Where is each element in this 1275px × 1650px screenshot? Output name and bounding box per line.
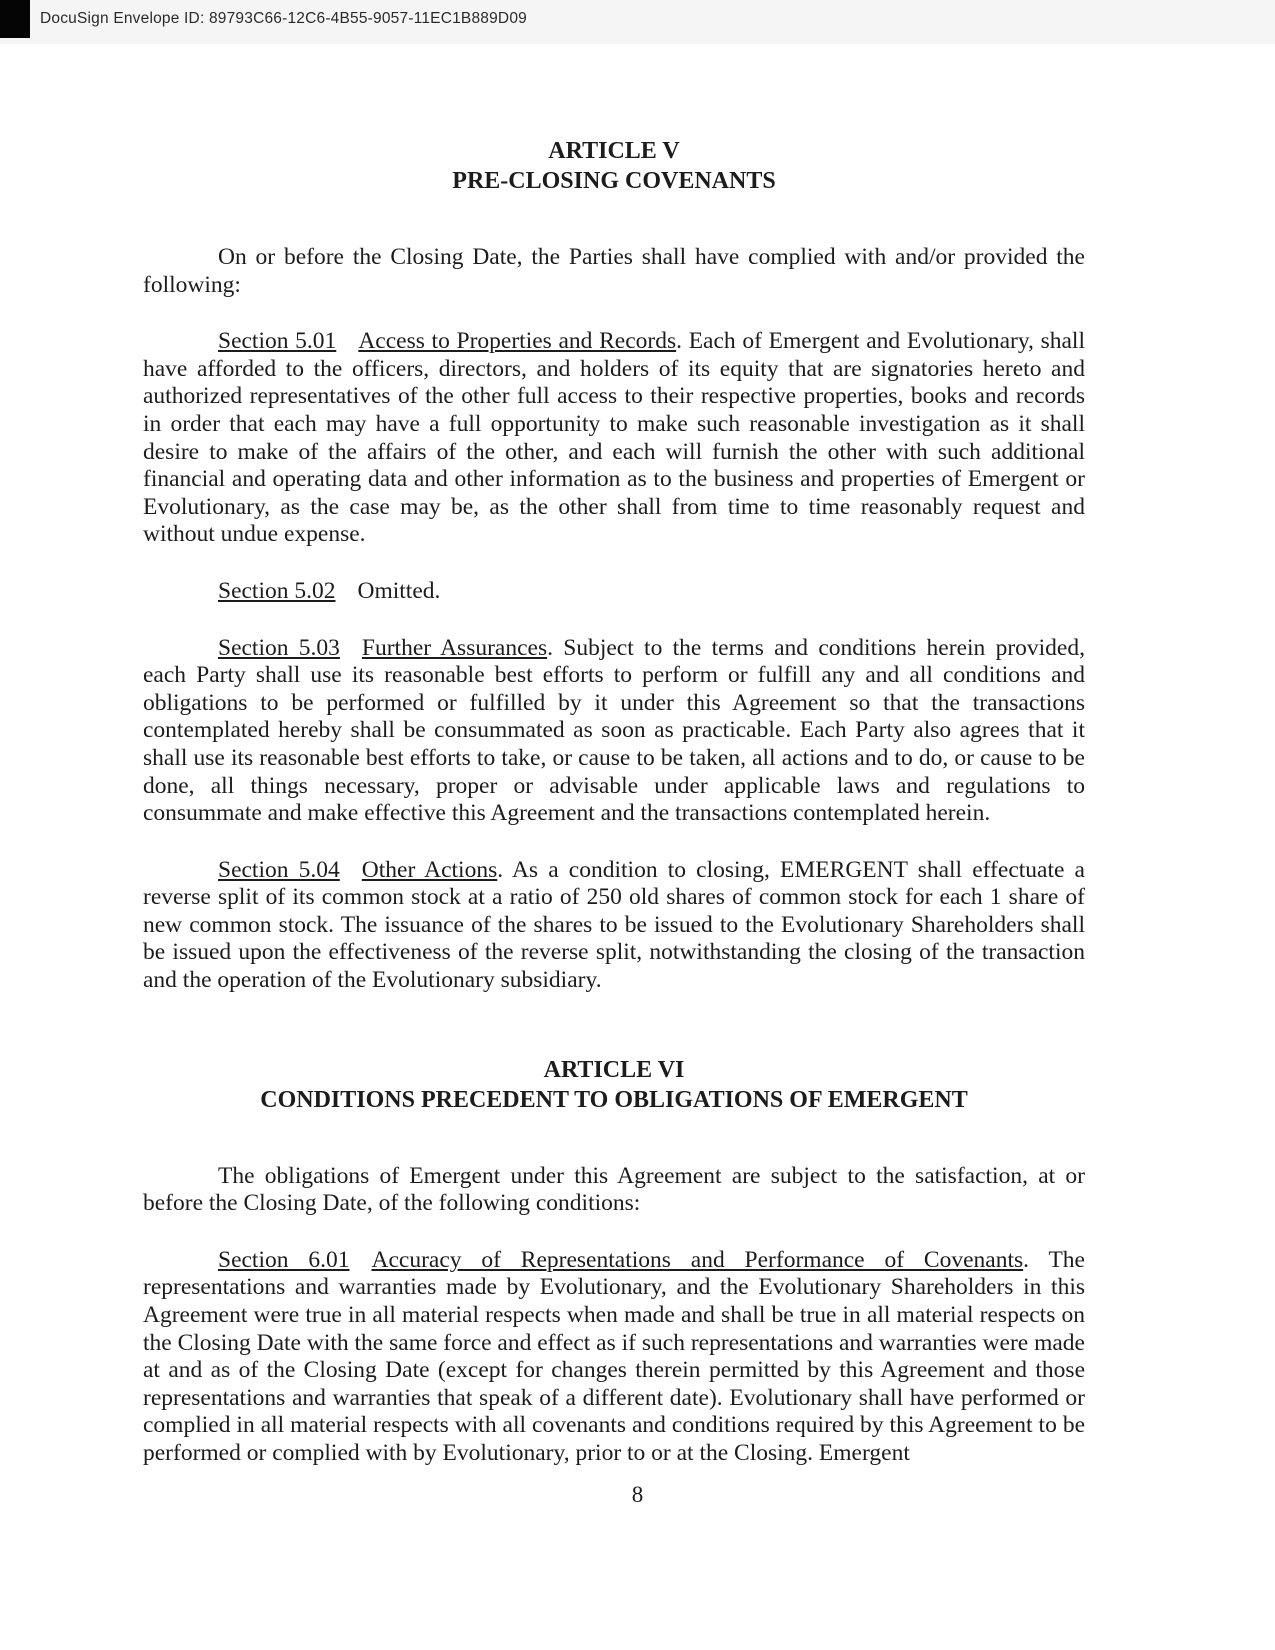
section-5-04-body: . As a condition to closing, EMERGENT shall effectuate a reverse split of its common stock at a ratio of 250 old shares of common stock for each 1 share of new common stock. The issuance of the shares to be issued to the Evolutionary Shareholders shall be issued upon the effectiveness of the reverse split, notwithstanding the closing of the transaction and the operation of the Evolutionary subsidiary.: [143, 856, 1085, 994]
section-5-03-title: Further Assurances: [361, 634, 548, 661]
article-v-heading-line1: ARTICLE V: [548, 138, 680, 164]
section-5-03-number: Section 5.03: [218, 634, 340, 661]
section-5-04-title: Other Actions: [361, 856, 498, 883]
article-vi-heading-line2: CONDITIONS PRECEDENT TO OBLIGATIONS OF EMERGENT: [260, 1086, 968, 1113]
article-vi-heading-line1: ARTICLE VI: [543, 1056, 685, 1083]
section-6-01-paragraph: [143, 1247, 1085, 1468]
scan-artifact-black-corner: [0, 0, 30, 38]
section-5-02-paragraph: [143, 578, 1085, 606]
article-vi-intro-paragraph: The obligations of Emergent under this Agreement are subject to the satisfaction, at or before the Closing Date, of the following conditions:: [143, 1162, 1085, 1217]
section-5-01-paragraph: [143, 328, 1085, 549]
docusign-envelope-id: DocuSign Envelope ID: 89793C66-12C6-4B55-9057-11EC1B889D09: [40, 10, 527, 27]
section-5-03-body: . Subject to the terms and conditions herein provided, each Party shall use its reasonable best efforts to perform or fulfill any and all conditions and obligations to be performed or fulfilled by it under this Agreement so that the transactions contemplated hereby shall be consummated as soon as practicable. Each Party also agrees that it shall use its reasonable best efforts to take, or cause to be taken, all actions and to do, or cause to be done, all things necessary, proper or advisable under applicable laws and regulations to consummate and make effective this Agreement and the transactions contemplated herein.: [143, 634, 1085, 827]
section-6-01-number: Section 6.01: [218, 1246, 350, 1273]
article-v-heading-line2: PRE-CLOSING COVENANTS: [452, 168, 776, 194]
section-5-01-number: Section 5.01: [218, 328, 337, 355]
section-5-04-number: Section 5.04: [218, 856, 340, 883]
section-5-04-paragraph: [143, 857, 1085, 995]
section-5-02-number: Section 5.02: [218, 577, 336, 604]
section-5-01-body: . Each of Emergent and Evolutionary, shall have afforded to the officers, directors, and holders of its equity that are signatories hereto and authorized representatives of the other full access to their respective properties, books and records in order that each may have a full opportunity to make such reasonable investigation as it shall desire to make of the affairs of the other, and each will furnish the other with such additional financial and operating data and other information as to the business and properties of Emergent or Evolutionary, as the case may be, as the other shall from time to time reasonably request and without undue expense.: [143, 328, 1085, 548]
section-6-01-body: . The representations and warranties made by Evolutionary, and the Evolutionary Shareholders in this Agreement were true in all material respects when made and shall be true in all material respects on the Closing Date with the same force and effect as if such representations and warranties were made at and as of the Closing Date (except for changes therein permitted by this Agreement and those representations and warranties that speak of a different date). Evolutionary shall have performed or complied in all material respects with all covenants and conditions required by this Agreement to be performed or complied with by Evolutionary, prior to or at the Closing. Emergent: [143, 1246, 1085, 1466]
document-body: [143, 136, 1085, 1468]
article-v-intro-paragraph: On or before the Closing Date, the Parties shall have complied with and/or provided the following:: [143, 244, 1085, 298]
section-5-02-body: Omitted.: [357, 577, 441, 604]
section-5-01-title: Access to Properties and Records: [358, 328, 677, 355]
page-number: 8: [631, 1482, 644, 1507]
section-6-01-title: Accuracy of Representations and Performance of Covenants: [371, 1246, 1024, 1273]
section-5-03-paragraph: [143, 635, 1085, 828]
